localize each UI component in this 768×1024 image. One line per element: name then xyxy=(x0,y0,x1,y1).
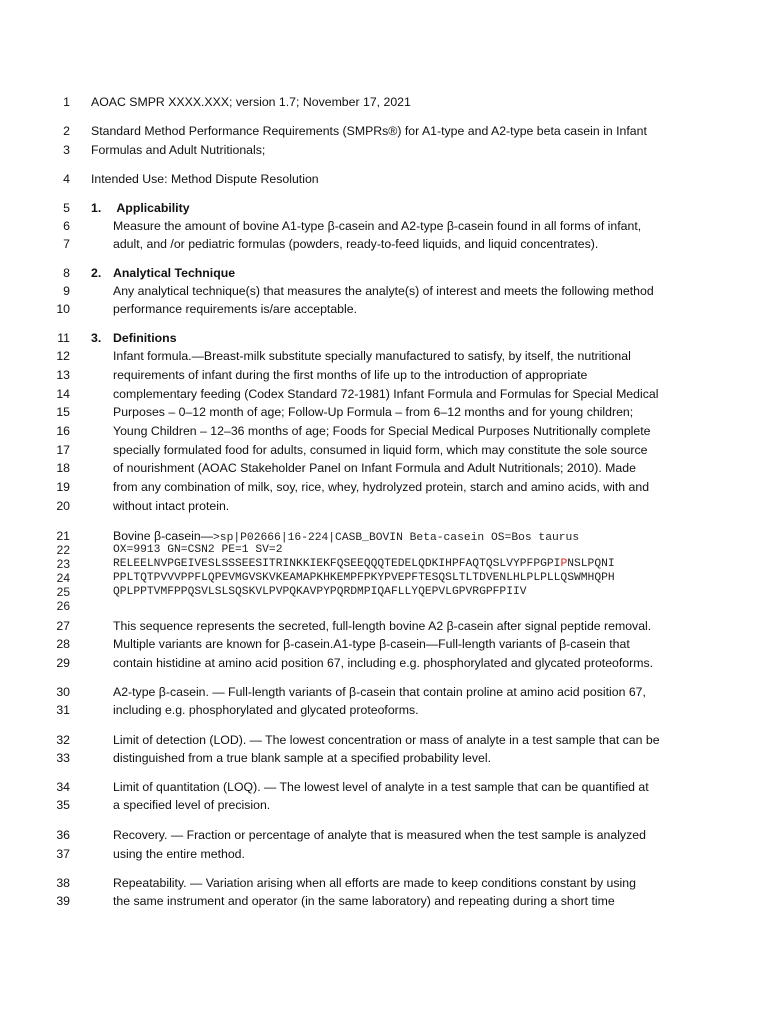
paragraph-line: requirements of infant during the first months of life up to the introduction of appropriate xyxy=(113,368,588,382)
line-number: 19 xyxy=(56,480,70,494)
paragraph-line: Recovery. — Fraction or percentage of analyte that is measured when the test sample is analyzed xyxy=(113,828,646,842)
sequence-line: PPLTQTPVVVPPFLQPEVMGVSKVKEAMAPKHKEMPFPKYPVEPFTESQSLTLTDVENLHLPLPLLQSWMHQPH xyxy=(113,572,615,584)
section-title: Applicability xyxy=(116,201,190,215)
line-number: 29 xyxy=(56,656,70,670)
line-number: 8 xyxy=(63,266,70,280)
intended-use: Intended Use: Method Dispute Resolution xyxy=(91,172,319,186)
paragraph-line: Infant formula.—Breast-milk substitute specially manufactured to satisfy, by itself, the nutritional xyxy=(113,349,631,363)
paragraph-line: contain histidine at amino acid position 67, including e.g. phosphorylated and glycated proteoforms. xyxy=(113,656,654,670)
line-number: 35 xyxy=(56,798,70,812)
sequence-line xyxy=(113,557,615,571)
sequence-segment: RELEELNVPGEIVESLSSSEESITRINKKIEKFQSEEQQQTEDELQDKIHPFAQTQSLVYPFPGPI xyxy=(113,558,561,570)
line-number: 38 xyxy=(56,876,70,890)
line-number: 7 xyxy=(63,237,70,251)
paragraph-line: of nourishment (AOAC Stakeholder Panel on Infant Formula and Adult Nutritionals; 2010). Made xyxy=(113,461,636,475)
paragraph-line: complementary feeding (Codex Standard 72-1981) Infant Formula and Formulas for Special Medical xyxy=(113,387,659,401)
line-number: 27 xyxy=(56,619,70,633)
document-title: Formulas and Adult Nutritionals; xyxy=(91,143,266,157)
line-number: 6 xyxy=(63,219,70,233)
line-number: 5 xyxy=(63,201,70,215)
line-number: 36 xyxy=(56,828,70,842)
paragraph-line: Purposes – 0–12 month of age; Follow-Up Formula – from 6–12 months and for young children; xyxy=(113,405,634,419)
line-number: 33 xyxy=(56,751,70,765)
line-number: 3 xyxy=(63,143,70,157)
paragraph-line: Any analytical technique(s) that measures the analyte(s) of interest and meets the following method xyxy=(113,284,654,298)
line-number: 23 xyxy=(56,557,70,571)
section-number: 1. xyxy=(91,201,102,215)
sequence-line: QPLPPTVMFPPQSVLSLSQSKVLPVPQKAVPYPQRDMPIQAFLLYQEPVLGPVRGPFPIIV xyxy=(113,586,527,598)
line-number: 24 xyxy=(56,571,70,585)
paragraph-line: adult, and /or pediatric formulas (powders, ready-to-feed liquids, and liquid concentrates). xyxy=(113,237,599,251)
line-number: 30 xyxy=(56,685,70,699)
line-number: 11 xyxy=(57,331,70,345)
sequence-line: OX=9913 GN=CSN2 PE=1 SV=2 xyxy=(113,544,283,556)
line-number: 12 xyxy=(56,349,70,363)
line-number: 28 xyxy=(56,637,70,651)
section-title: Analytical Technique xyxy=(113,266,236,280)
sequence-segment: NSLPQNI xyxy=(567,558,615,570)
highlighted-residue: P xyxy=(560,558,568,570)
paragraph-line: Repeatability. — Variation arising when all efforts are made to keep conditions constant by using xyxy=(113,876,636,890)
paragraph-line: specially formulated food for adults, consumed in liquid form, which may constitute the sole source xyxy=(113,443,648,457)
line-number: 17 xyxy=(56,443,70,457)
paragraph-line: Multiple variants are known for β-casein.A1-type β-casein—Full-length variants of β-casein that xyxy=(113,637,630,651)
line-number: 13 xyxy=(56,368,70,382)
line-number: 1 xyxy=(63,95,70,109)
line-number: 14 xyxy=(56,387,70,401)
line-number: 4 xyxy=(63,172,70,186)
line-number: 10 xyxy=(56,302,70,316)
line-number: 32 xyxy=(56,733,70,747)
paragraph-line: Limit of quantitation (LOQ). — The lowest level of analyte in a test sample that can be quantified at xyxy=(113,780,649,794)
line-number: 16 xyxy=(56,424,70,438)
line-number: 18 xyxy=(56,461,70,475)
paragraph-line: without intact protein. xyxy=(113,499,230,513)
paragraph-line: distinguished from a true blank sample at a specified probability level. xyxy=(113,751,491,765)
line-number: 26 xyxy=(56,599,70,613)
line-number: 34 xyxy=(56,780,70,794)
section-heading-analytical-technique xyxy=(91,264,708,282)
section-title: Definitions xyxy=(113,331,177,345)
document-title: Standard Method Performance Requirements (SMPRs®) for A1-type and A2-type beta casein in Infant xyxy=(91,124,647,138)
document-id: AOAC SMPR XXXX.XXX; version 1.7; November 17, 2021 xyxy=(91,95,411,109)
paragraph-line: Young Children – 12–36 months of age; Foods for Special Medical Purposes Nutritionally complete xyxy=(113,424,651,438)
section-heading-definitions xyxy=(91,329,708,347)
line-number: 9 xyxy=(63,284,70,298)
line-number: 31 xyxy=(56,703,70,717)
line-number: 39 xyxy=(56,894,70,908)
paragraph-line: Measure the amount of bovine A1-type β-casein and A2-type β-casein found in all forms of infant, xyxy=(113,219,642,233)
line-number: 37 xyxy=(56,847,70,861)
sequence-fasta-header: >sp|P02666|16-224|CASB_BOVIN Beta-casein OS=Bos taurus xyxy=(213,532,580,544)
paragraph-line: A2-type β-casein. — Full-length variants of β-casein that contain proline at amino acid position 67, xyxy=(113,685,646,699)
paragraph-line: Limit of detection (LOD). — The lowest concentration or mass of analyte in a test sample that can be xyxy=(113,733,660,747)
paragraph-line: a specified level of precision. xyxy=(113,798,271,812)
line-number: 15 xyxy=(56,405,70,419)
line-number: 25 xyxy=(56,585,70,599)
section-number: 3. xyxy=(91,331,102,345)
sequence-label: Bovine β-casein— xyxy=(113,529,214,543)
paragraph-line: including e.g. phosphorylated and glycated proteoforms. xyxy=(113,703,419,717)
paragraph-line: from any combination of milk, soy, rice, whey, hydrolyzed protein, starch and amino acids, with and xyxy=(113,480,650,494)
line-number: 21 xyxy=(56,529,70,543)
section-heading-applicability xyxy=(91,199,708,217)
section-number: 2. xyxy=(91,266,102,280)
line-number: 20 xyxy=(56,499,70,513)
line-number: 22 xyxy=(56,543,70,557)
paragraph-line: using the entire method. xyxy=(113,847,245,861)
line-number: 2 xyxy=(63,124,70,138)
paragraph-line: This sequence represents the secreted, full-length bovine A2 β-casein after signal peptide removal. xyxy=(113,619,652,633)
paragraph-line: the same instrument and operator (in the same laboratory) and repeating during a short time xyxy=(113,894,615,908)
paragraph-line: performance requirements is/are acceptable. xyxy=(113,302,358,316)
